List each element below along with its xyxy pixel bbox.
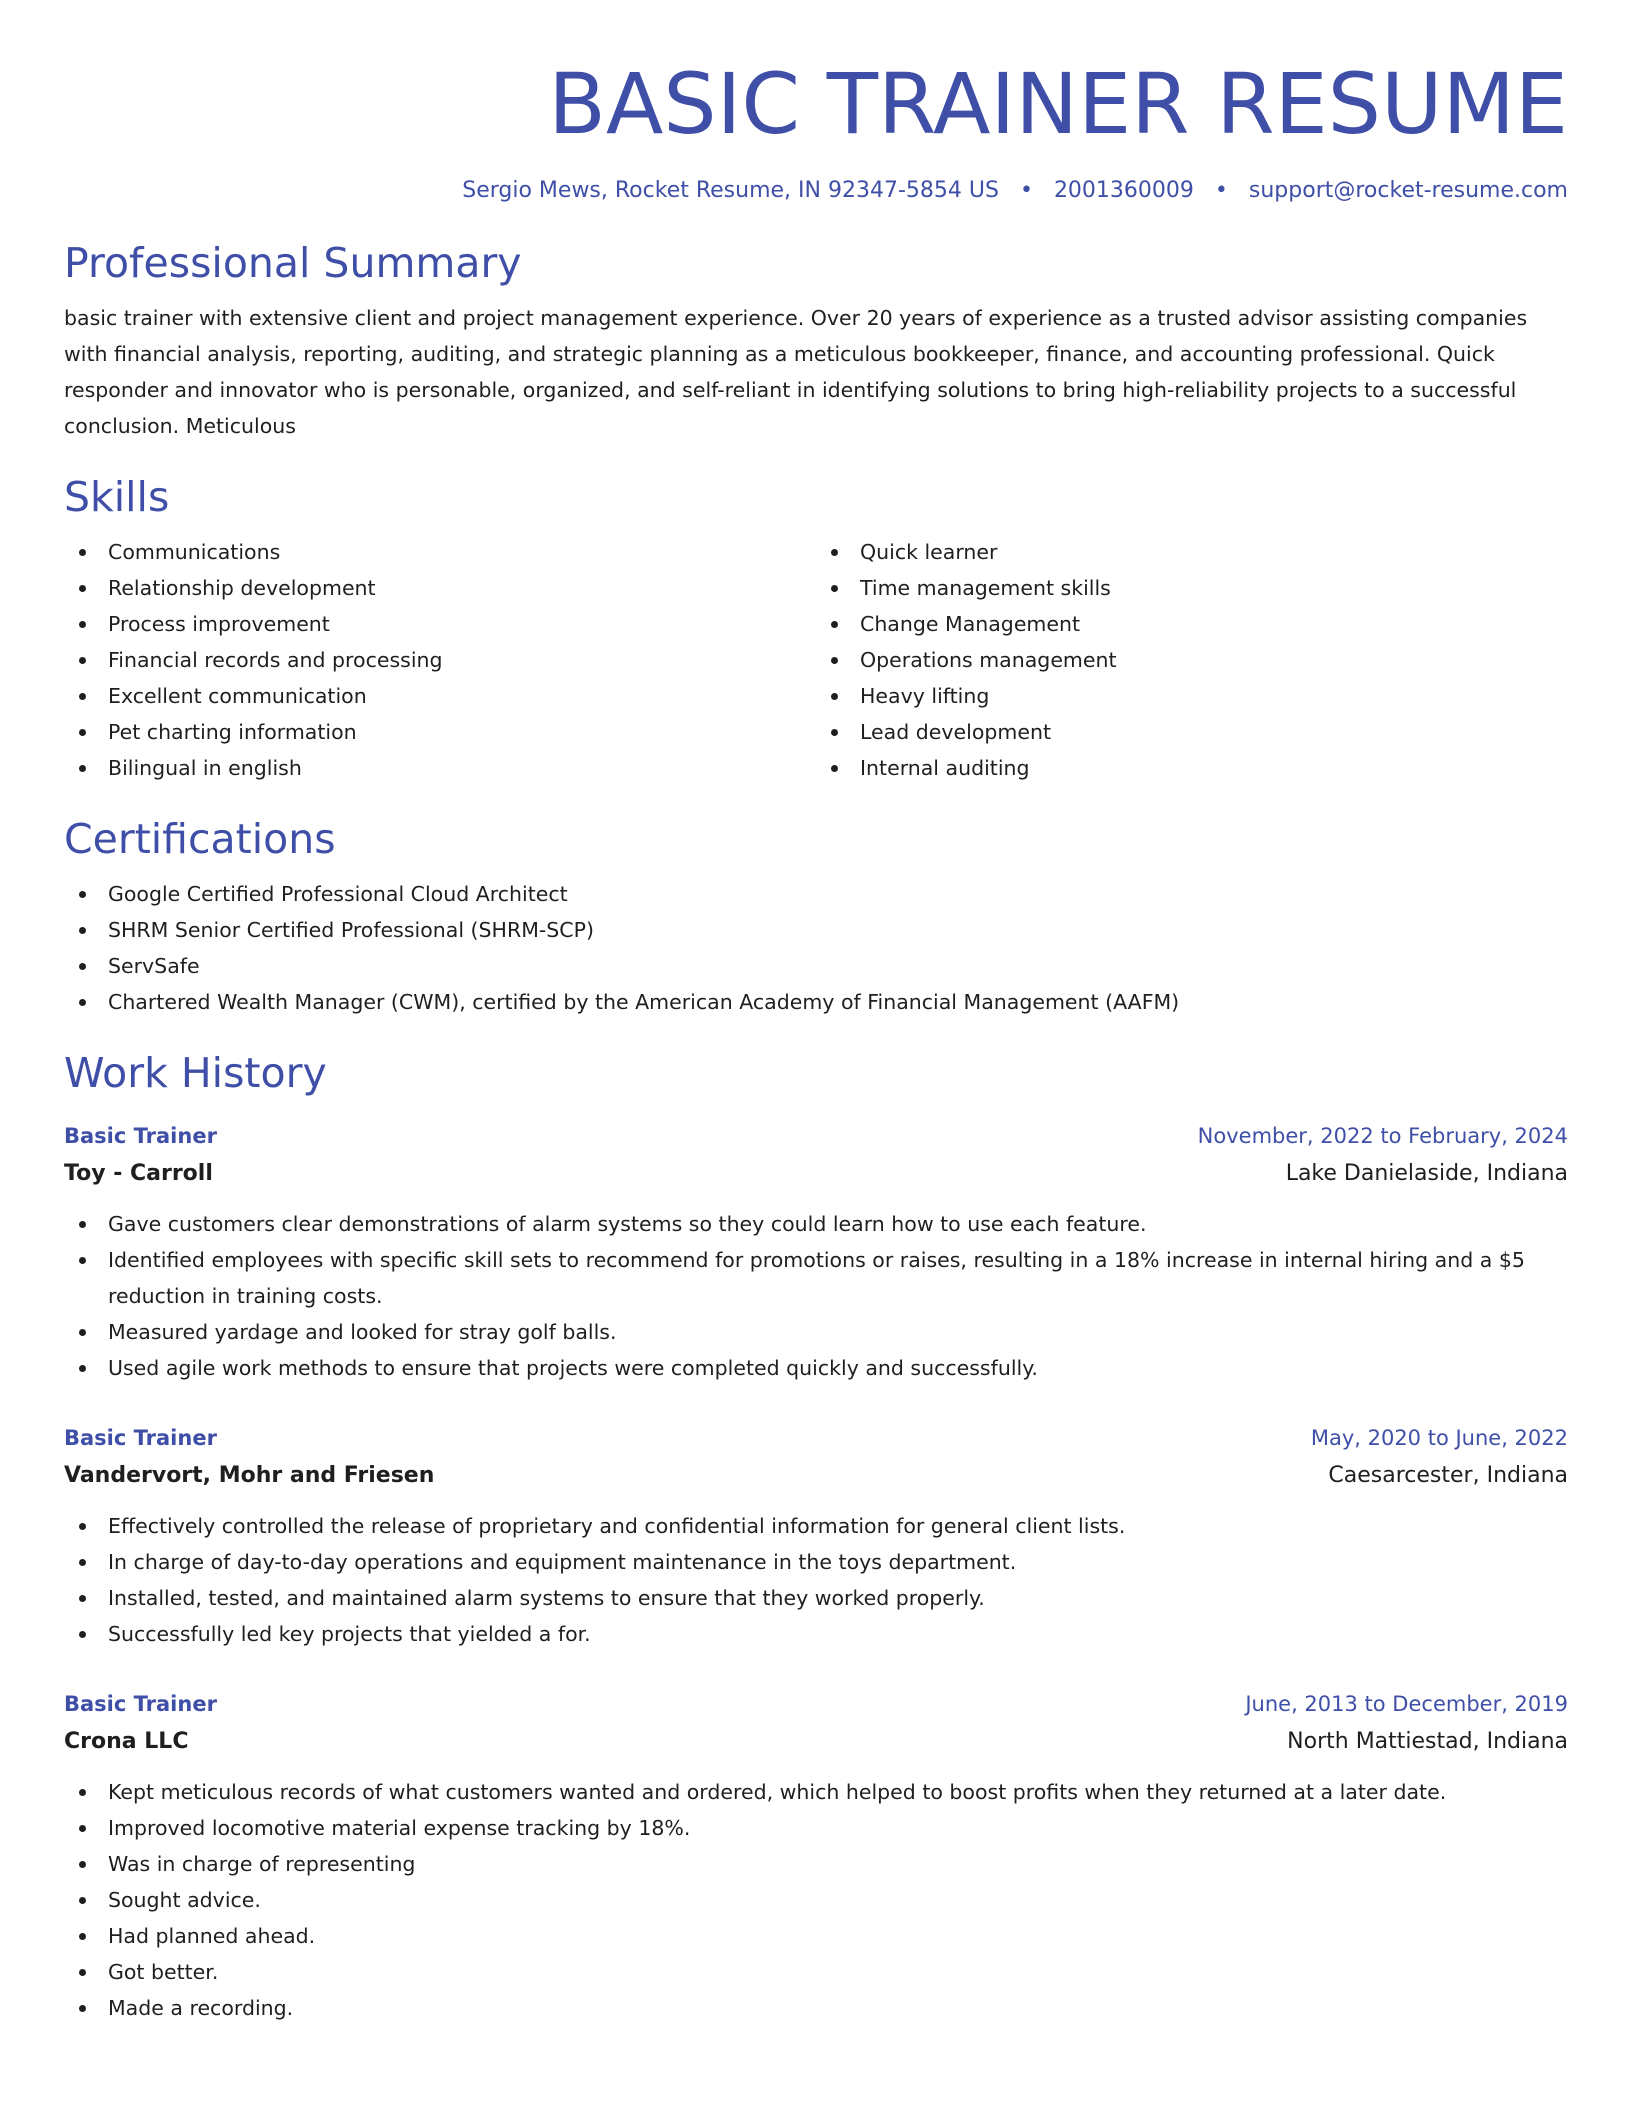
job-entry <box>64 1686 1568 2026</box>
job-company: Vandervort, Mohr and Friesen <box>64 1463 435 1488</box>
job-dates: November, 2022 to February, 2024 <box>1197 1124 1568 1148</box>
job-bullet: Gave customers clear demonstrations of alarm systems so they could learn how to use each feature. <box>64 1206 1568 1242</box>
certifications-list <box>64 876 1568 1020</box>
skills-section <box>64 470 1568 786</box>
job-entry <box>64 1118 1568 1386</box>
skills-heading: Skills <box>64 473 170 521</box>
certification-item: ServSafe <box>64 948 1568 984</box>
job-header-row <box>64 1420 1568 1456</box>
job-company: Toy - Carroll <box>64 1161 213 1186</box>
job-entry <box>64 1420 1568 1652</box>
job-bullet: Improved locomotive material expense tracking by 18%. <box>64 1810 1568 1846</box>
job-title: Basic Trainer <box>64 1426 217 1450</box>
certifications-section <box>64 812 1568 1020</box>
skill-item: Quick learner <box>816 534 1568 570</box>
certification-item: Google Certified Professional Cloud Architect <box>64 876 1568 912</box>
job-bullet: Sought advice. <box>64 1882 1568 1918</box>
job-bullets <box>64 1774 1568 2026</box>
job-location: Lake Danielaside, Indiana <box>1285 1161 1568 1186</box>
skill-item: Time management skills <box>816 570 1568 606</box>
summary-section <box>64 236 1568 444</box>
job-bullet: Measured yardage and looked for stray golf balls. <box>64 1314 1568 1350</box>
job-bullet: Had planned ahead. <box>64 1918 1568 1954</box>
contact-separator: • <box>1019 178 1033 203</box>
skill-item: Excellent communication <box>64 678 816 714</box>
contact-email: support@rocket-resume.com <box>1248 178 1568 203</box>
page-title: BASIC TRAINER RESUME <box>548 55 1568 153</box>
job-bullet: Kept meticulous records of what customers wanted and ordered, which helped to boost profits when they returned at a later date. <box>64 1774 1568 1810</box>
job-bullets <box>64 1206 1568 1386</box>
resume-header <box>64 0 1568 208</box>
skill-item: Lead development <box>816 714 1568 750</box>
skill-item: Process improvement <box>64 606 816 642</box>
work-history-heading: Work History <box>64 1049 327 1097</box>
skill-item: Communications <box>64 534 816 570</box>
job-title: Basic Trainer <box>64 1124 217 1148</box>
job-bullet: Used agile work methods to ensure that projects were completed quickly and successfully. <box>64 1350 1568 1386</box>
job-bullet: In charge of day-to-day operations and equipment maintenance in the toys department. <box>64 1544 1568 1580</box>
contact-phone: 2001360009 <box>1053 178 1194 203</box>
job-location: North Mattiestad, Indiana <box>1287 1729 1568 1754</box>
job-company-row <box>64 1456 1568 1496</box>
skill-item: Change Management <box>816 606 1568 642</box>
skill-item: Bilingual in english <box>64 750 816 786</box>
job-bullet: Effectively controlled the release of proprietary and confidential information for general client lists. <box>64 1508 1568 1544</box>
skills-column-left <box>64 534 816 786</box>
skill-item: Operations management <box>816 642 1568 678</box>
job-company-row <box>64 1154 1568 1194</box>
skills-list-right <box>816 534 1568 786</box>
skills-columns <box>64 534 1568 786</box>
job-bullet: Identified employees with specific skill sets to recommend for promotions or raises, resulting in a 18% increase in internal hiring and a $5 reduction in training costs. <box>64 1242 1568 1314</box>
skill-item: Internal auditing <box>816 750 1568 786</box>
certification-item: Chartered Wealth Manager (CWM), certified by the American Academy of Financial Management (AAFM) <box>64 984 1568 1020</box>
certification-item: SHRM Senior Certified Professional (SHRM-SCP) <box>64 912 1568 948</box>
job-title: Basic Trainer <box>64 1692 217 1716</box>
skills-column-right <box>816 534 1568 786</box>
summary-heading: Professional Summary <box>64 239 522 287</box>
skills-list-left <box>64 534 816 786</box>
job-company-row <box>64 1722 1568 1762</box>
work-history-section <box>64 1046 1568 2026</box>
job-company: Crona LLC <box>64 1729 189 1754</box>
skill-item: Pet charting information <box>64 714 816 750</box>
job-bullet: Was in charge of representing <box>64 1846 1568 1882</box>
contact-address: Sergio Mews, Rocket Resume, IN 92347-5854 US <box>462 178 999 203</box>
skill-item: Relationship development <box>64 570 816 606</box>
job-bullets <box>64 1508 1568 1652</box>
job-header-row <box>64 1686 1568 1722</box>
summary-text: basic trainer with extensive client and project management experience. Over 20 years of experience as a trusted advisor assisting companies with financial analysis, reporting, auditing, and strategic planning as a meticulous bookkeeper, finance, and accounting professional. Quick responder and innovator who is personable, organized, and self-reliant in identifying solutions to bring high-reliability projects to a successful conclusion. Meticulous <box>64 306 1528 438</box>
job-bullet: Successfully led key projects that yielded a for. <box>64 1616 1568 1652</box>
job-bullet: Installed, tested, and maintained alarm systems to ensure that they worked properly. <box>64 1580 1568 1616</box>
job-dates: May, 2020 to June, 2022 <box>1310 1426 1568 1450</box>
certifications-heading: Certifications <box>64 815 336 863</box>
contact-separator: • <box>1214 178 1228 203</box>
contact-line <box>64 174 1568 208</box>
job-bullet: Made a recording. <box>64 1990 1568 2026</box>
job-dates: June, 2013 to December, 2019 <box>1245 1692 1568 1716</box>
job-location: Caesarcester, Indiana <box>1328 1463 1568 1488</box>
skill-item: Heavy lifting <box>816 678 1568 714</box>
job-header-row <box>64 1118 1568 1154</box>
job-bullet: Got better. <box>64 1954 1568 1990</box>
skill-item: Financial records and processing <box>64 642 816 678</box>
